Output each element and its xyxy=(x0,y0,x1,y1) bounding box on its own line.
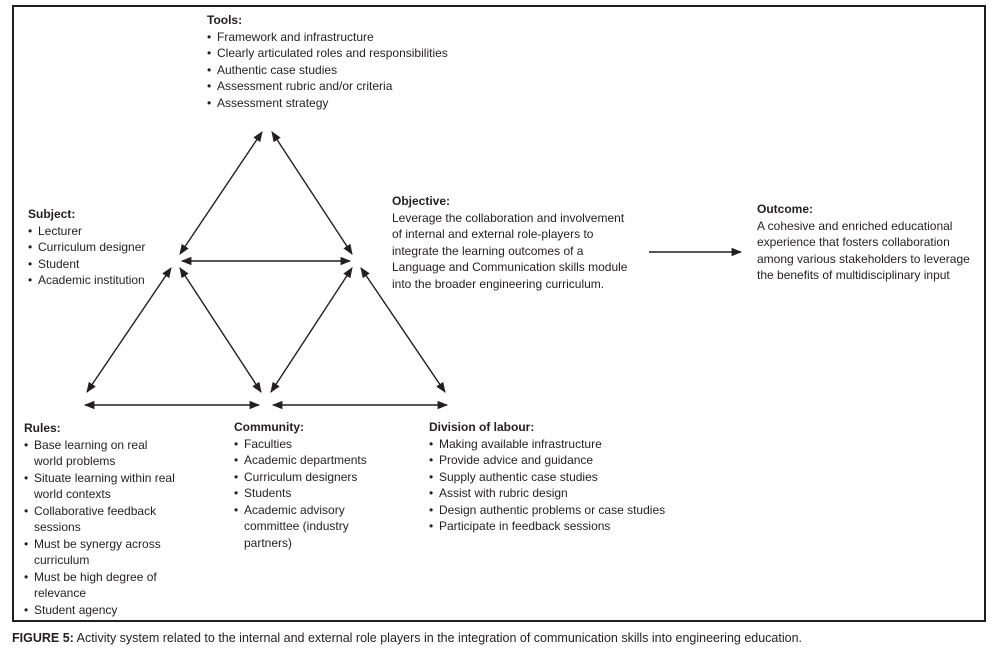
list-item: • Making available infrastructure xyxy=(429,436,694,453)
list-item: • Must be high degree of relevance xyxy=(24,569,179,602)
list-item: • Student agency xyxy=(24,602,179,619)
figure-caption-label: FIGURE 5: xyxy=(12,631,74,645)
list-item: • Faculties xyxy=(234,436,374,453)
objective-heading: Objective: xyxy=(392,194,451,208)
list-item: • Student xyxy=(28,256,178,273)
community-section xyxy=(234,419,374,551)
community-list xyxy=(234,436,374,552)
edge-subject-community xyxy=(180,268,261,392)
outcome-text: A cohesive and enriched educational experience that fosters collaboration among various stakeholders to leverage the benefits of multidisciplinary input xyxy=(757,218,970,282)
edge-tools-subject xyxy=(180,132,262,254)
list-item: • Lecturer xyxy=(28,223,178,240)
rules-list xyxy=(24,437,179,619)
figure-caption-text: Activity system related to the internal and external role players in the integration of communication skills into engineering education. xyxy=(76,631,802,645)
list-item: • Clearly articulated roles and responsibilities xyxy=(207,45,487,62)
list-item: • Assessment rubric and/or criteria xyxy=(207,78,487,95)
figure-caption xyxy=(12,630,802,646)
subject-heading: Subject: xyxy=(28,207,76,221)
list-item: • Base learning on real world problems xyxy=(24,437,179,470)
outcome-section xyxy=(757,201,979,284)
list-item: • Design authentic problems or case studies xyxy=(429,502,694,519)
division-of-labour-list xyxy=(429,436,694,535)
tools-list xyxy=(207,29,487,112)
list-item: • Assist with rubric design xyxy=(429,485,694,502)
tools-section xyxy=(207,12,487,111)
community-heading: Community: xyxy=(234,420,304,434)
objective-section xyxy=(392,193,635,292)
list-item: • Participate in feedback sessions xyxy=(429,518,694,535)
list-item: • Assessment strategy xyxy=(207,95,487,112)
objective-text: Leverage the collaboration and involvement of internal and external role-players to integrate the learning outcomes of a Language and Communication skills module into the broader engineering curriculum. xyxy=(392,210,628,291)
outcome-heading: Outcome: xyxy=(757,202,814,216)
list-item: • Situate learning within real world contexts xyxy=(24,470,179,503)
division-of-labour-heading: Division of labour: xyxy=(429,420,535,434)
subject-section xyxy=(28,206,178,289)
list-item: • Academic advisory committee (industry partners) xyxy=(234,502,374,552)
list-item: • Supply authentic case studies xyxy=(429,469,694,486)
list-item: • Curriculum designer xyxy=(28,239,178,256)
list-item: • Must be synergy across curriculum xyxy=(24,536,179,569)
division-of-labour-section xyxy=(429,419,694,535)
list-item: • Authentic case studies xyxy=(207,62,487,79)
list-item: • Collaborative feedback sessions xyxy=(24,503,179,536)
list-item: • Academic departments xyxy=(234,452,374,469)
rules-section xyxy=(24,420,179,618)
list-item: • Framework and infrastructure xyxy=(207,29,487,46)
list-item: • Students xyxy=(234,485,374,502)
subject-list xyxy=(28,223,178,289)
list-item: • Academic institution xyxy=(28,272,178,289)
rules-heading: Rules: xyxy=(24,421,61,435)
list-item: • Curriculum designers xyxy=(234,469,374,486)
list-item: • Provide advice and guidance xyxy=(429,452,694,469)
edge-object-community xyxy=(271,268,352,392)
tools-heading: Tools: xyxy=(207,13,243,27)
edge-tools-object xyxy=(272,132,352,254)
